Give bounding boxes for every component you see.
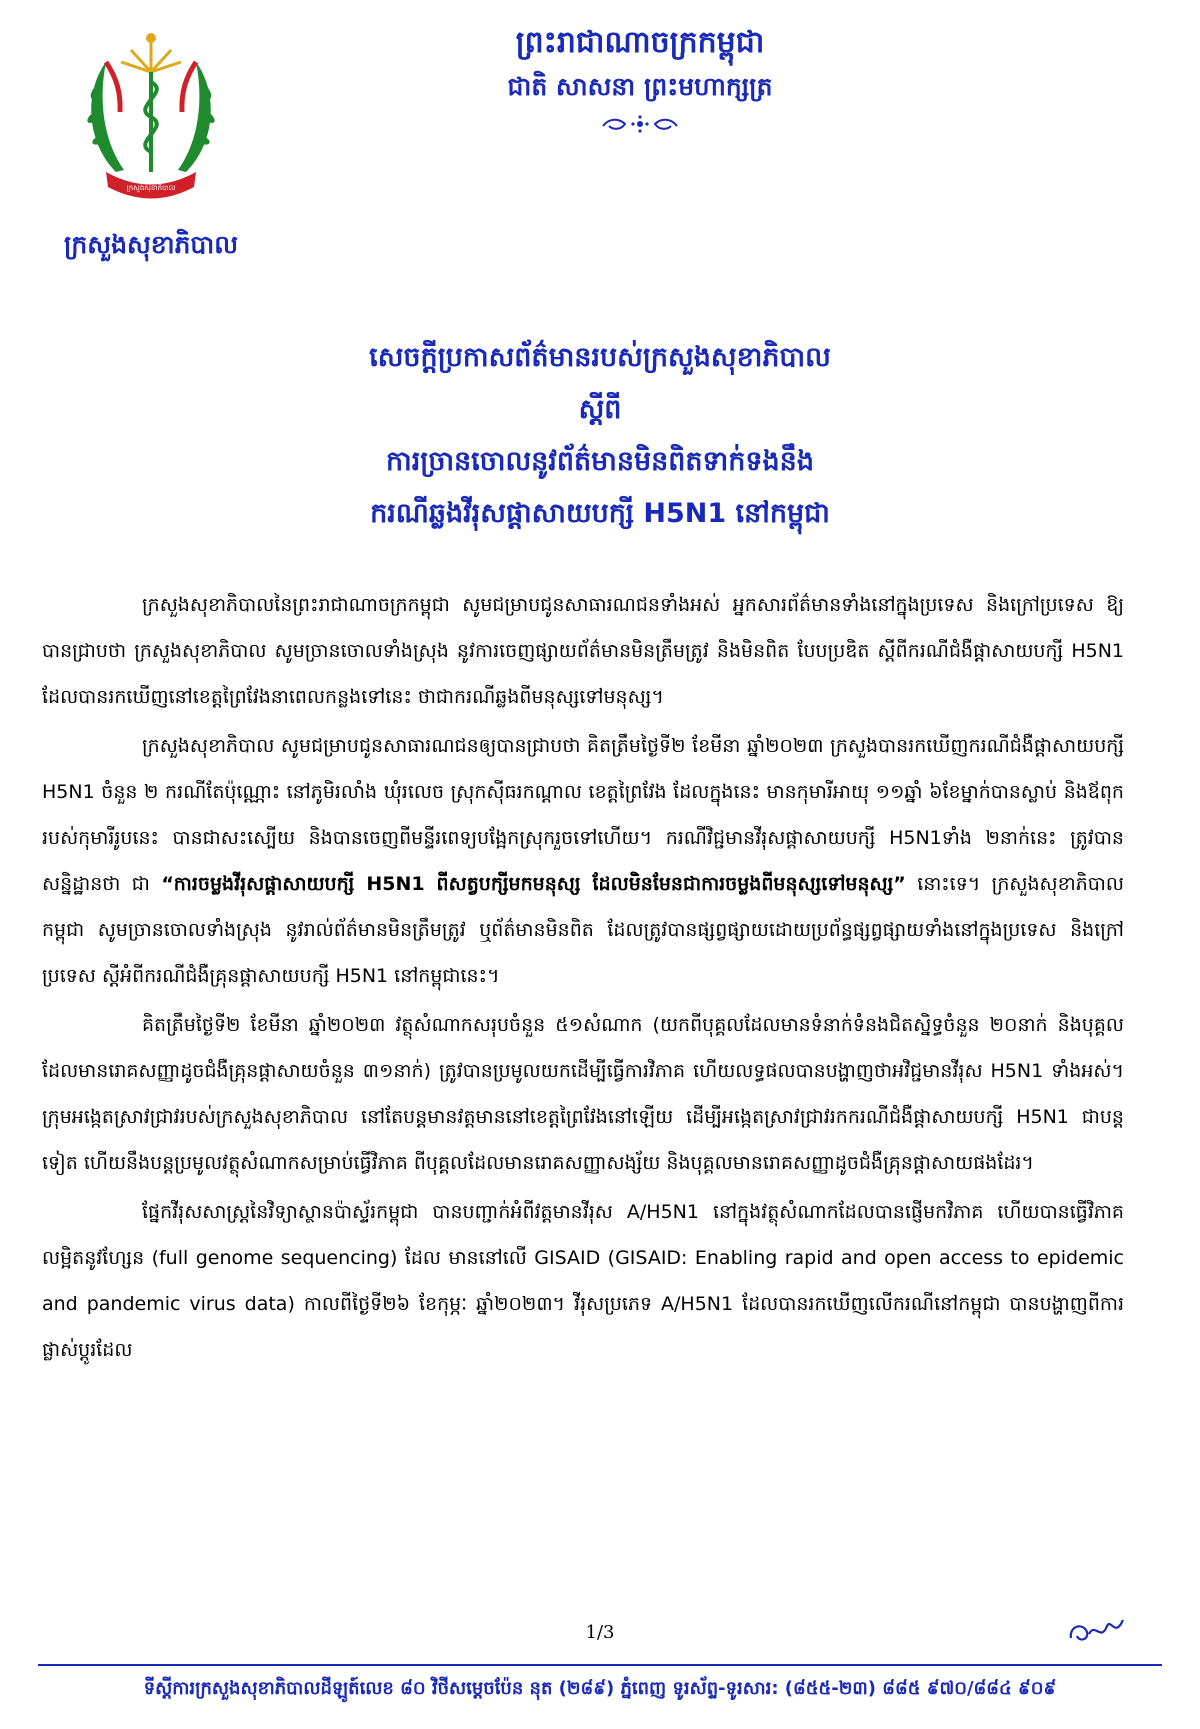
- paragraph-3: គិតត្រឹមថ្ងៃទី២ ខែមីនា ឆ្នាំ២០២៣ វត្ថុសំណាកសរុបចំនួន ៥១សំណាក (យកពីបុគ្គលដែលមានទំនាក់ទំនងជិតស្និទ្ធចំនួន ២០នាក់ និងបុគ្គលដែលមានរោគសញ្ញាដូចជំងឺគ្រុនផ្តាសាយចំនួន ៣១នាក់) ត្រូវបានប្រមូលយកដើម្បីធ្វើការវិភាគ ហើយលទ្ធផលបានបង្ហាញថាអវិជ្ជមានវីរុស H5N1 ទាំងអស់។ ក្រុមអង្កេតស្រាវជ្រាវរបស់ក្រសួងសុខាភិបាល នៅតែបន្តមានវត្តមាននៅខេត្តព្រៃវែងនៅឡើយ ដើម្បីអង្កេតស្រាវជ្រាវរកករណីជំងឺផ្តាសាយបក្សី H5N1 ជាបន្តទៀត ហើយនឹងបន្តប្រមូលវត្ថុសំណាកសម្រាប់ធ្វើវិភាគ ពីបុគ្គលដែលមានរោគសញ្ញាសង្ស័យ និងបុគ្គលមានរោគសញ្ញាដូចជំងឺគ្រុនផ្តាសាយផងដែរ។: [42, 1014, 1124, 1174]
- document-title: [100, 332, 1100, 540]
- ornament-icon: [595, 112, 685, 136]
- paragraph-2: [42, 723, 1124, 999]
- footer-divider: [38, 1664, 1162, 1666]
- initials-signature-icon: [1065, 1612, 1129, 1650]
- title-line-2: ស្តីពី: [578, 394, 622, 425]
- ministry-name: ក្រសួងសុខាភិបាល: [63, 230, 239, 259]
- paragraph-4: ផ្នែកវីរុសសាស្ត្រនៃវិទ្យាស្ថានប៉ាស្ទ័រកម្ពុជា បានបញ្ជាក់អំពីវត្តមានវីរុស A/H5N1 នៅក្នុងវត្ថុសំណាកដែលបានផ្ញើមកវិភាគ ហើយបានធ្វើវិភាគលម្អិតនូវហ្សែន (full genome sequencing) ដែល មាននៅលើ GISAID (GISAID: Enabling rapid and open access to epidemic and pandemic virus data) កាលពីថ្ងៃទី២៦ ខែកុម្ភៈ ឆ្នាំ២០២៣។ វីរុសប្រភេទ A/H5N1 ដែលបានរកឃើញលើករណីនៅកម្ពុជា បានបង្ហាញពីការផ្លាស់ប្តូរដែល: [42, 1201, 1124, 1361]
- kingdom-header: [380, 20, 900, 140]
- paragraph-1: ក្រសួងសុខាភិបាលនៃព្រះរាជាណាចក្រកម្ពុជា សូមជម្រាបជូនសាធារណជនទាំងអស់ អ្នកសារព័ត៌មានទាំងនៅក្នុងប្រទេស និងក្រៅប្រទេស ឱ្យបានជ្រាបថា ក្រសួងសុខាភិបាល សូមច្រានចោលទាំងស្រុង នូវការចេញផ្សាយព័ត៌មានមិនត្រឹមត្រូវ និងមិនពិត បែបប្រឌិត ស្តីពីករណីជំងឺផ្តាសាយបក្សី H5N1 ដែលបានរកឃើញនៅខេត្តព្រៃវែងនាពេលកន្លងទៅនេះ ថាជាករណីឆ្លងពីមនុស្សទៅមនុស្ស។: [42, 594, 1124, 708]
- document-body: [42, 582, 1124, 1376]
- page-number: 1/3: [585, 1622, 615, 1643]
- title-line-1: សេចក្តីប្រកាសព័ត៌មានរបស់ក្រសួងសុខាភិបាល: [369, 342, 831, 373]
- ministry-header: [26, 22, 276, 266]
- paragraph-2-emphasis: “ការចម្លងវីរុសផ្តាសាយបក្សី H5N1 ពីសត្វបក្សីមកមនុស្ស ដែលមិនមែនជាការចម្លងពីមនុស្សទៅមនុស្ស”: [161, 873, 906, 895]
- svg-text:ក្រសួងសុខាភិបាល: ក្រសួងសុខាភិបាល: [126, 184, 176, 192]
- national-motto: ជាតិ សាសនា ព្រះមហាក្សត្រ: [507, 72, 773, 101]
- paragraph-2-part-a: ក្រសួងសុខាភិបាល សូមជម្រាបជូនសាធារណជនឲ្យបានជ្រាបថា គិតត្រឹមថ្ងៃទី២ ខែមីនា ឆ្នាំ២០២៣ ក្រសួងបានរកឃើញករណីជំងឺផ្តាសាយបក្សី H5N1 ចំនួន ២ ករណីតែប៉ុណ្ណោះ នៅភូមិរលាំង ឃុំរលេច ស្រុកស៊ីធរកណ្តាល ខេត្តព្រៃវែង ដែលក្នុងនេះ មានកុមារីអាយុ ១១ឆ្នាំ ៦ខែម្នាក់បានស្លាប់ និងឪពុករបស់កុមារីរូបនេះ បានជាសះស្បើយ និងបានចេញពីមន្ទីរពេទ្យបង្អែកស្រុករួចទៅហើយ។ ករណីវិជ្ជមានវីរុសផ្តាសាយបក្សី H5N1ទាំង ២នាក់នេះ ត្រូវបានសន្និដ្ឋានថា ជា: [42, 735, 1124, 895]
- kingdom-name: ព្រះរាជាណាចក្រកម្ពុជា: [515, 25, 765, 60]
- paragraph-2-part-b: នោះទេ។ ក្រសួងសុខាភិបាលកម្ពុជា សូមច្រានចោលទាំងស្រុង នូវរាល់ព័ត៌មានមិនត្រឹមត្រូវ ឬព័ត៌មានមិនពិត ដែលត្រូវបានផ្សព្វផ្សាយដោយប្រព័ន្ធផ្សព្វផ្សាយទាំងនៅក្នុងប្រទេស និងក្រៅប្រទេស ស្តីអំពីករណីជំងឺគ្រុនផ្តាសាយបក្សី H5N1 នៅកម្ពុជានេះ។: [42, 873, 1124, 987]
- title-line-4: ករណីឆ្លងវីរុសផ្តាសាយបក្សី H5N1 នៅកម្ពុជា: [370, 498, 830, 529]
- ministry-logo-icon: [76, 22, 226, 212]
- footer-address: ទីស្តីការក្រសួងសុខាភិបាលដីឡូត៍លេខ ៨០ វិថីសម្តេចប៉ែន នុត (២៨៩) ភ្នំពេញ ទូរស័ព្ទ-ទូរសារ: (៨៥៥-២៣) ៨៨៥ ៩៧០/៨៨៤ ៩០៩: [143, 1678, 1057, 1699]
- title-line-3: ការច្រានចោលនូវព័ត៌មានមិនពិតទាក់ទងនឹង: [386, 446, 814, 477]
